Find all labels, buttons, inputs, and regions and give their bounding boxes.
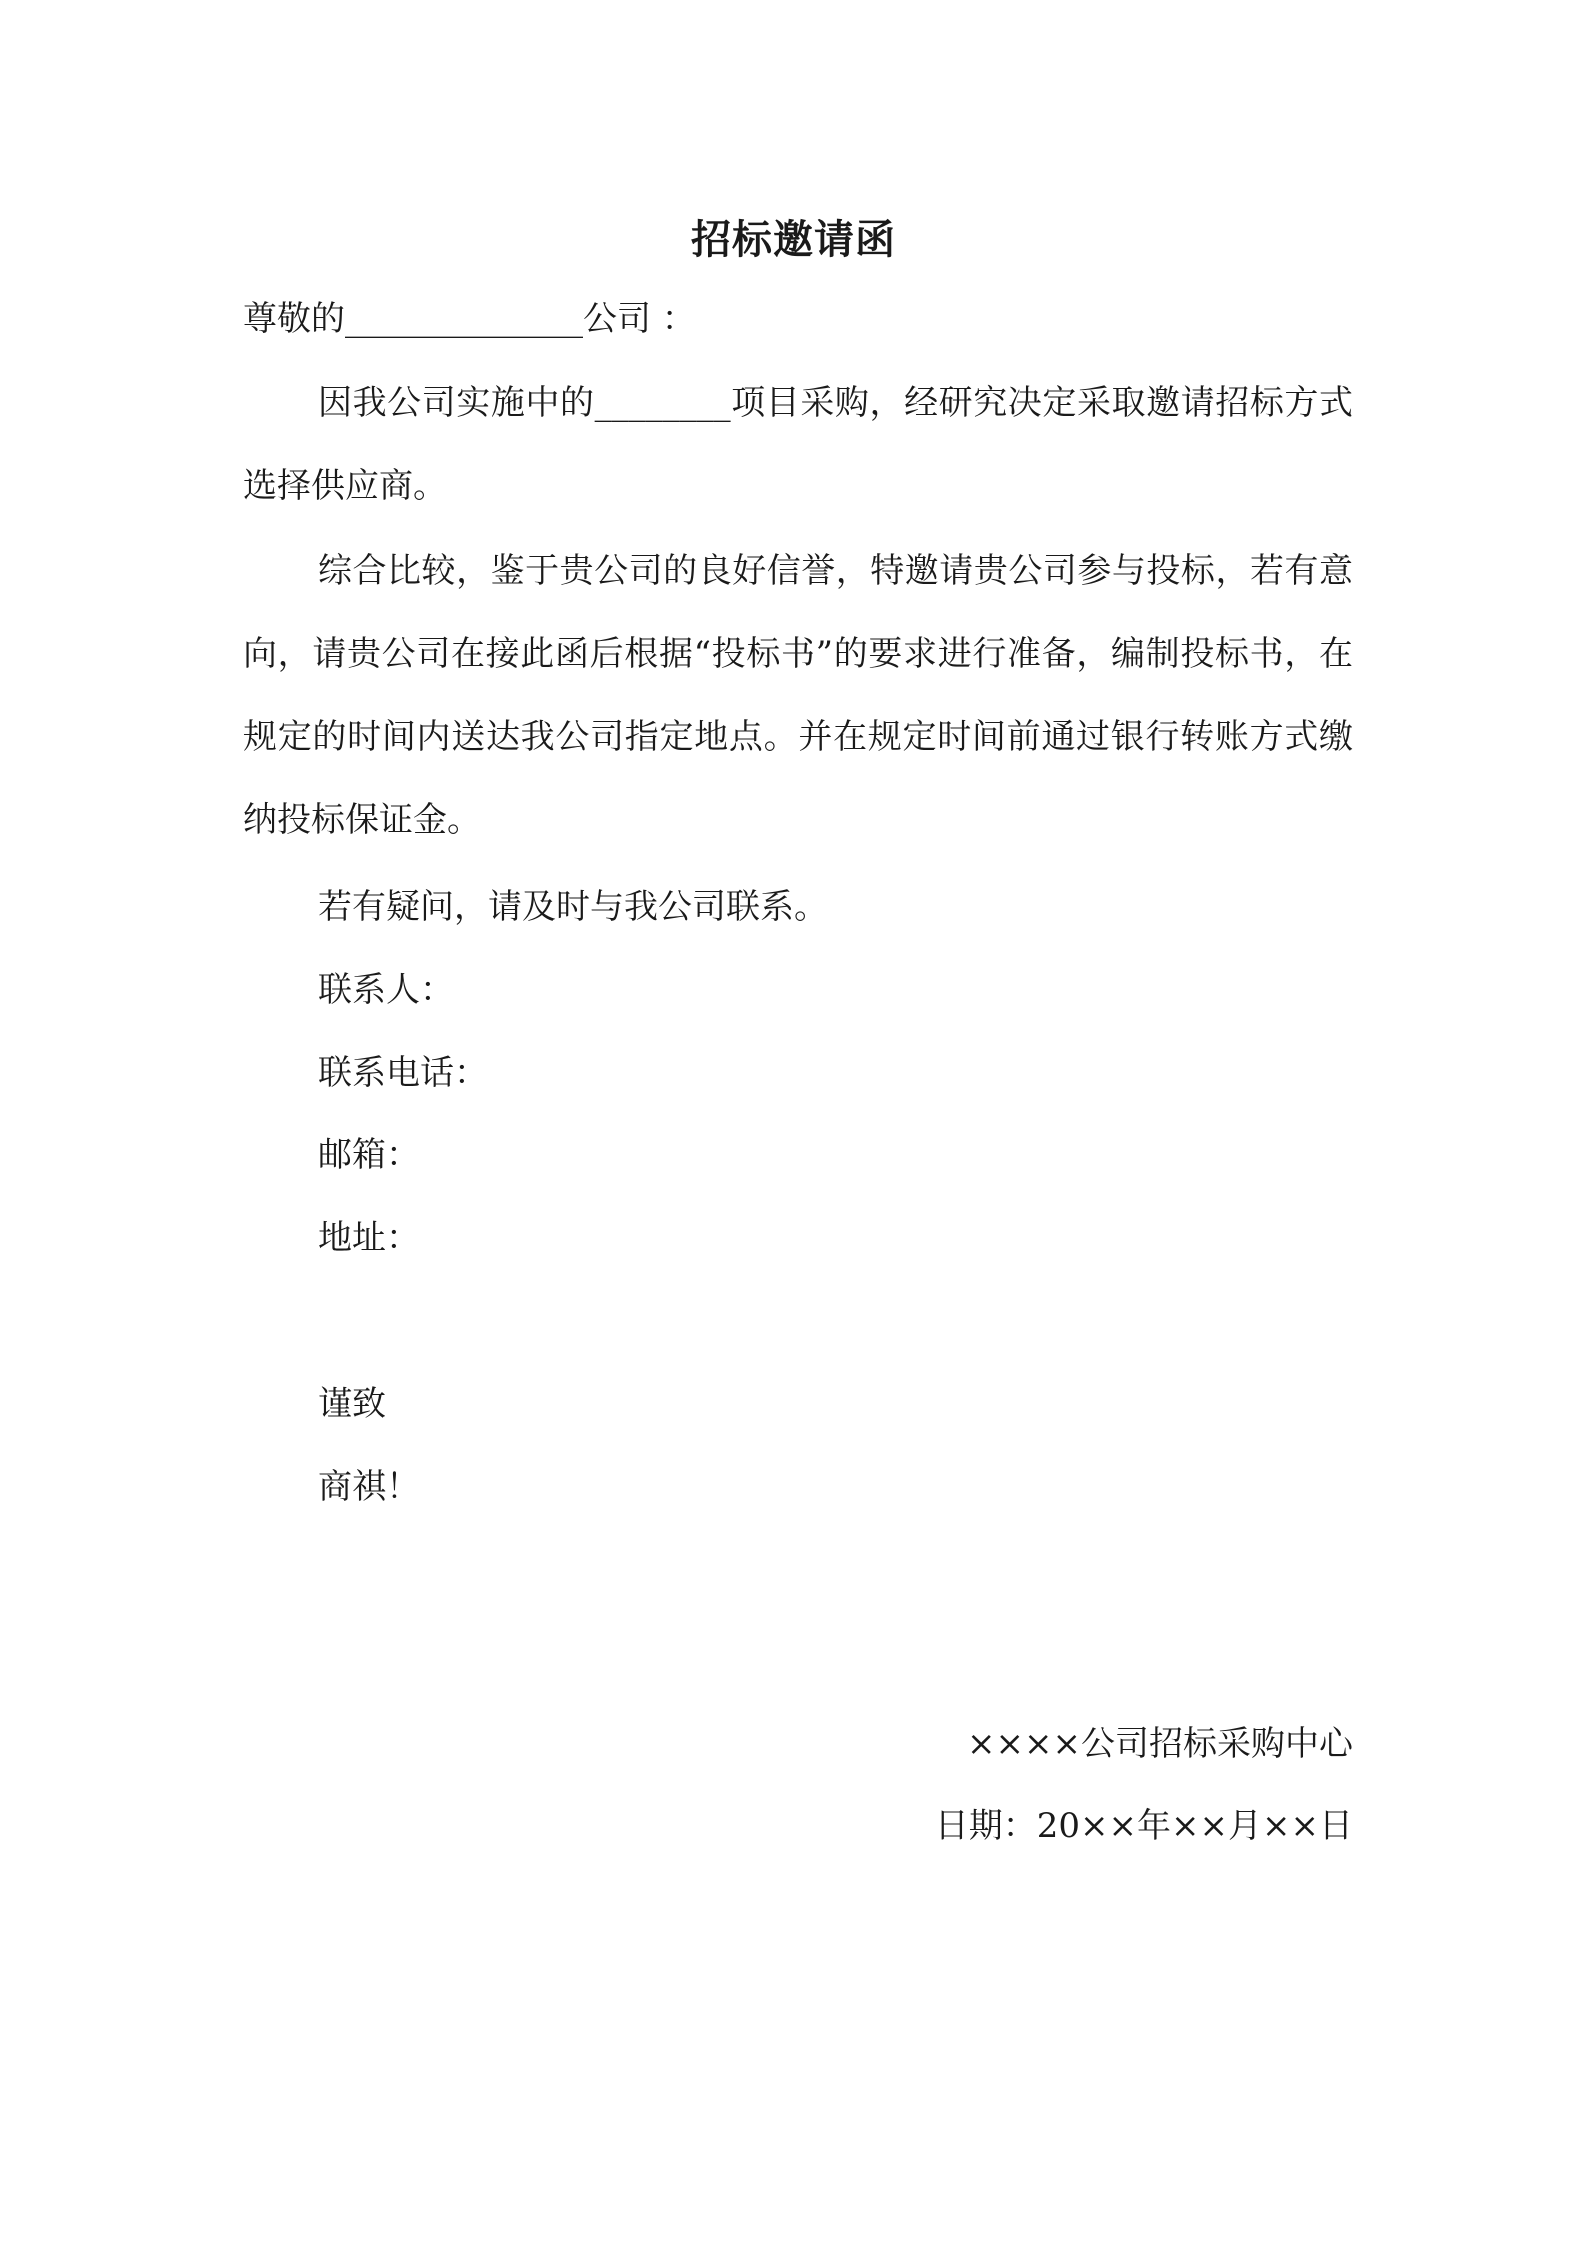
document-title: 招标邀请函 xyxy=(691,216,896,263)
paragraph-invitation: 综合比较，鉴于贵公司的良好信誉，特邀请贵公司参与投标，若有意向，请贵公司在接此函后根据“投标书”的要求进行准备，编制投标书，在规定的时间内送达我公司指定地点。并在规定时间前通过银行转账方式缴纳投标保证金。 xyxy=(243,551,1353,840)
contact-email-label: 邮箱： xyxy=(318,1135,420,1175)
contact-phone-label: 联系电话： xyxy=(318,1053,488,1093)
salutation: 尊敬的______________公司 ： xyxy=(243,299,696,339)
contact-note: 若有疑问，请及时与我公司联系。 xyxy=(318,887,828,927)
contact-address-label: 地址： xyxy=(318,1218,420,1258)
signer-name: ××××公司招标采购中心 xyxy=(967,1724,1353,1764)
paragraph-project: 因我公司实施中的________项目采购，经研究决定采取邀请招标方式选择供应商。 xyxy=(243,383,1353,506)
signing-date: 日期：20××年××月××日 xyxy=(934,1806,1353,1846)
closing-line-2: 商祺！ xyxy=(318,1467,420,1507)
closing-line-1: 谨致 xyxy=(318,1384,386,1424)
contact-person-label: 联系人： xyxy=(318,970,454,1010)
